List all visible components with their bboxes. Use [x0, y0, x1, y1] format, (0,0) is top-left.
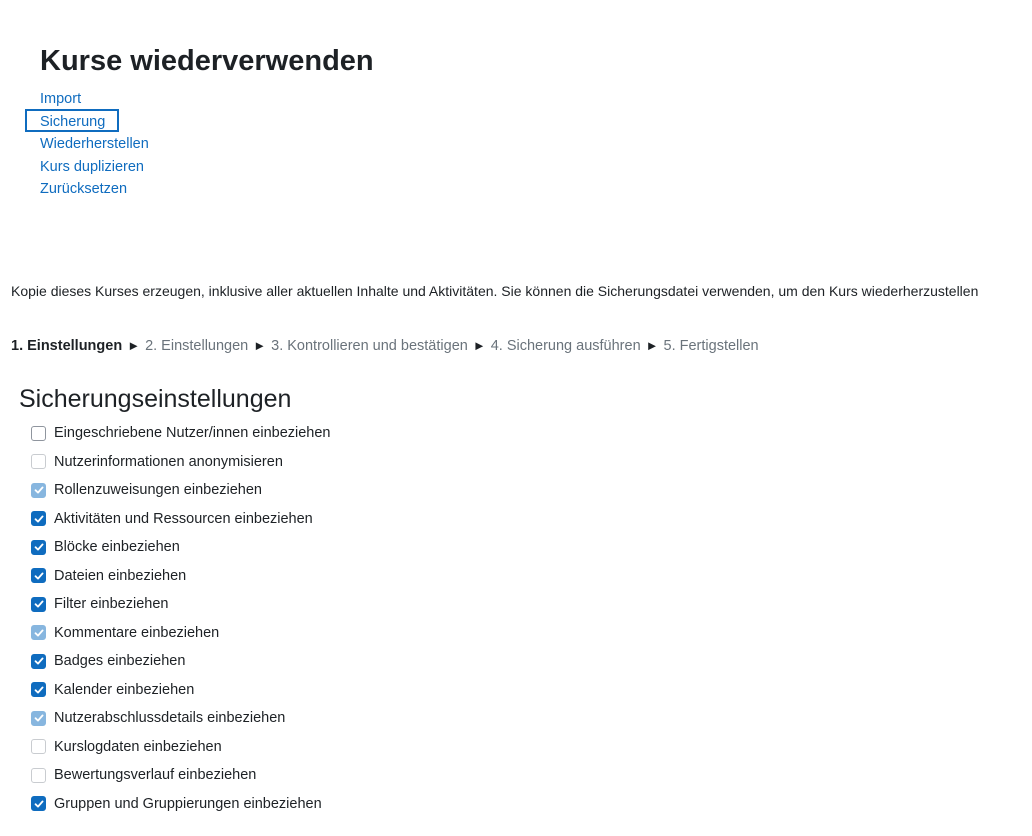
setting-label: Nutzerinformationen anonymisieren	[54, 453, 283, 470]
reuse-nav-item-backup	[40, 111, 149, 134]
reuse-nav-item-restore	[40, 133, 149, 156]
checkbox-checked[interactable]	[31, 654, 46, 669]
progress-step-2: 2. Einstellungen	[145, 338, 249, 354]
setting-include-users	[31, 419, 331, 448]
setting-label: Rollenzuweisungen einbeziehen	[54, 482, 262, 499]
backup-intro-text: Kopie dieses Kurses erzeugen, inklusive aller aktuellen Inhalte und Aktivitäten. Sie können die Sicherungsdatei verwenden, um den Kurs wiederherzustellen	[11, 283, 979, 299]
setting-label: Bewertungsverlauf einbeziehen	[54, 767, 257, 784]
setting-activities	[31, 505, 331, 534]
checkmark-icon	[34, 685, 44, 695]
setting-label: Badges einbeziehen	[54, 653, 186, 670]
setting-filters	[31, 590, 331, 619]
backup-progress-steps	[11, 336, 759, 356]
duplicate-course-link[interactable]: Kurs duplizieren	[40, 158, 144, 175]
checkmark-icon	[34, 485, 44, 495]
setting-label: Kommentare einbeziehen	[54, 624, 220, 641]
progress-arrow-icon: ►	[472, 338, 486, 353]
setting-badges	[31, 647, 331, 676]
progress-step-3: 3. Kontrollieren und bestätigen	[271, 338, 468, 354]
setting-label: Blöcke einbeziehen	[54, 539, 180, 556]
reuse-nav-item-duplicate	[40, 156, 149, 179]
import-link[interactable]: Import	[40, 91, 82, 107]
setting-label: Filter einbeziehen	[54, 596, 169, 613]
setting-comments	[31, 619, 331, 648]
setting-groups	[31, 790, 331, 819]
checkmark-icon	[34, 713, 44, 723]
setting-role-assignments	[31, 476, 331, 505]
setting-user-completion	[31, 704, 331, 733]
checkbox-checked[interactable]	[31, 511, 46, 526]
progress-arrow-icon: ►	[645, 338, 659, 353]
checkmark-icon	[34, 799, 44, 809]
course-reuse-navigation	[40, 88, 149, 201]
checkmark-icon	[34, 514, 44, 524]
page-title: Kurse wiederverwenden	[40, 45, 374, 77]
checkbox-checked[interactable]	[31, 597, 46, 612]
setting-files	[31, 562, 331, 591]
checkbox-checked	[31, 625, 46, 640]
section-title: Sicherungseinstellungen	[19, 385, 292, 413]
checkbox-checked	[31, 483, 46, 498]
setting-label: Dateien einbeziehen	[54, 567, 187, 584]
checkbox-checked[interactable]	[31, 568, 46, 583]
progress-step-5: 5. Fertigstellen	[663, 338, 759, 354]
checkbox-unchecked[interactable]	[31, 426, 46, 441]
checkbox-unchecked	[31, 768, 46, 783]
progress-step-1: 1. Einstellungen	[11, 338, 123, 354]
setting-anonymize-users	[31, 448, 331, 477]
progress-arrow-icon: ►	[253, 338, 267, 353]
setting-label: Kalender einbeziehen	[54, 681, 195, 698]
checkbox-checked	[31, 711, 46, 726]
checkbox-checked[interactable]	[31, 540, 46, 555]
progress-step-4: 4. Sicherung ausführen	[490, 338, 641, 354]
checkbox-checked[interactable]	[31, 682, 46, 697]
setting-label: Eingeschriebene Nutzer/innen einbeziehen	[54, 425, 331, 442]
setting-label: Nutzerabschlussdetails einbeziehen	[54, 710, 286, 727]
checkmark-icon	[34, 628, 44, 638]
checkmark-icon	[34, 599, 44, 609]
backup-link[interactable]: Sicherung	[40, 111, 105, 134]
setting-label: Kurslogdaten einbeziehen	[54, 738, 222, 755]
checkbox-unchecked	[31, 454, 46, 469]
checkmark-icon	[34, 656, 44, 666]
reuse-nav-item-reset	[40, 178, 149, 201]
backup-settings-list	[31, 419, 331, 818]
setting-calendar	[31, 676, 331, 705]
setting-blocks	[31, 533, 331, 562]
setting-grade-history	[31, 761, 331, 790]
setting-label: Aktivitäten und Ressourcen einbeziehen	[54, 510, 313, 527]
progress-arrow-icon: ►	[127, 338, 141, 353]
setting-label: Gruppen und Gruppierungen einbeziehen	[54, 795, 322, 812]
reuse-nav-item-import	[40, 88, 149, 111]
checkbox-checked[interactable]	[31, 796, 46, 811]
checkbox-unchecked	[31, 739, 46, 754]
checkmark-icon	[34, 542, 44, 552]
checkmark-icon	[34, 571, 44, 581]
reset-link[interactable]: Zurücksetzen	[40, 181, 128, 197]
setting-course-logs	[31, 733, 331, 762]
restore-link[interactable]: Wiederherstellen	[40, 136, 149, 152]
